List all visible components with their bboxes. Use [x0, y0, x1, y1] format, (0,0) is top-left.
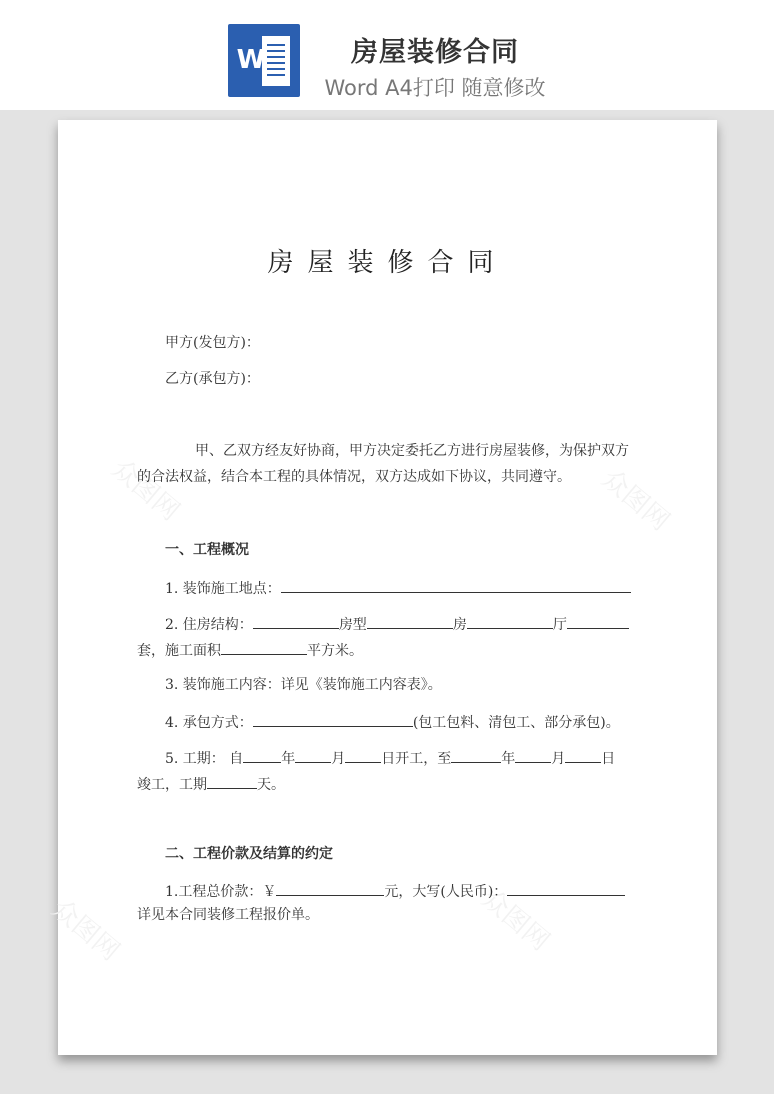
item-2 [165, 612, 629, 635]
word-icon-letter: W [236, 45, 266, 75]
party-a-label: 甲方(发包方)： [165, 335, 260, 351]
header-title: 房屋装修合同 [351, 37, 519, 68]
watermark: 众图网 [105, 453, 185, 527]
blank-line [276, 879, 384, 896]
item-2-line-2 [137, 638, 363, 661]
item-5-start: 日开工，至 [381, 751, 452, 767]
watermark: 众图网 [45, 893, 125, 967]
item-5-line-2-suffix: 天。 [257, 777, 285, 793]
watermark: 众图网 [475, 883, 555, 957]
party-b-label: 乙方(承包方)： [165, 371, 260, 387]
section-2-item-1-line-2: 详见本合同装修工程报价单。 [137, 907, 319, 923]
item-2-room-type: 房型 [338, 617, 367, 633]
blank-line [451, 746, 501, 763]
item-3: 3. 装饰施工内容：详见《装饰施工内容表》。 [165, 677, 442, 693]
item-5-line-2-prefix: 竣工，工期 [137, 777, 207, 793]
blank-line [295, 746, 331, 763]
preview-header [0, 0, 774, 110]
blank-line [507, 879, 625, 896]
item-2-room: 房 [452, 617, 467, 633]
item-2-unit: 平方米。 [307, 643, 363, 659]
blank-line [367, 612, 453, 629]
document-title: 房屋装修合同 [267, 248, 508, 278]
watermark: 众图网 [595, 463, 675, 537]
item-5-line-2 [137, 772, 285, 795]
item-5-year-2: 年 [501, 751, 516, 767]
section-2-item-1 [165, 879, 625, 902]
item-5-prefix: 5. 工期： 自 [165, 751, 244, 767]
item-5-month-2: 月 [551, 751, 566, 767]
blank-line [243, 746, 281, 763]
intro-line-2: 的合法权益，结合本工程的具体情况，双方达成如下协议，共同遵守。 [137, 469, 571, 485]
section-2-heading: 二、工程价款及结算的约定 [165, 846, 333, 862]
word-icon-page [262, 36, 290, 86]
item-1 [165, 576, 631, 599]
word-document-icon [228, 24, 300, 97]
item-1-label: 1. 装饰施工地点： [165, 581, 281, 597]
blank-line [281, 576, 631, 593]
blank-line [565, 746, 601, 763]
document-page [45, 120, 717, 1055]
item-5-month: 月 [331, 751, 346, 767]
section-2-item-1-prefix: 1.工程总价款：￥ [165, 884, 277, 900]
item-2-prefix: 2. 住房结构： [165, 617, 253, 633]
blank-line [567, 612, 629, 629]
item-4 [165, 710, 620, 733]
item-4-label: 4. 承包方式： [165, 715, 253, 731]
blank-line [221, 638, 307, 655]
blank-line [345, 746, 381, 763]
blank-line [253, 612, 339, 629]
item-5-day: 日 [601, 751, 616, 767]
item-5-year: 年 [281, 751, 296, 767]
section-1-heading: 一、工程概况 [165, 542, 249, 558]
item-4-suffix: (包工包料、清包工、部分承包)。 [412, 715, 620, 731]
header-subtitle: Word A4打印 随意修改 [324, 76, 546, 100]
blank-line [207, 772, 257, 789]
intro-line-1: 甲、乙双方经友好协商，甲方决定委托乙方进行房屋装修，为保护双方 [195, 443, 629, 459]
item-2-suite: 套，施工面积 [137, 643, 221, 659]
blank-line [253, 710, 413, 727]
blank-line [467, 612, 553, 629]
section-2-item-1-mid: 元，大写(人民币)： [384, 884, 508, 900]
blank-line [515, 746, 551, 763]
item-2-hall: 厅 [552, 617, 567, 633]
item-5 [165, 746, 615, 769]
